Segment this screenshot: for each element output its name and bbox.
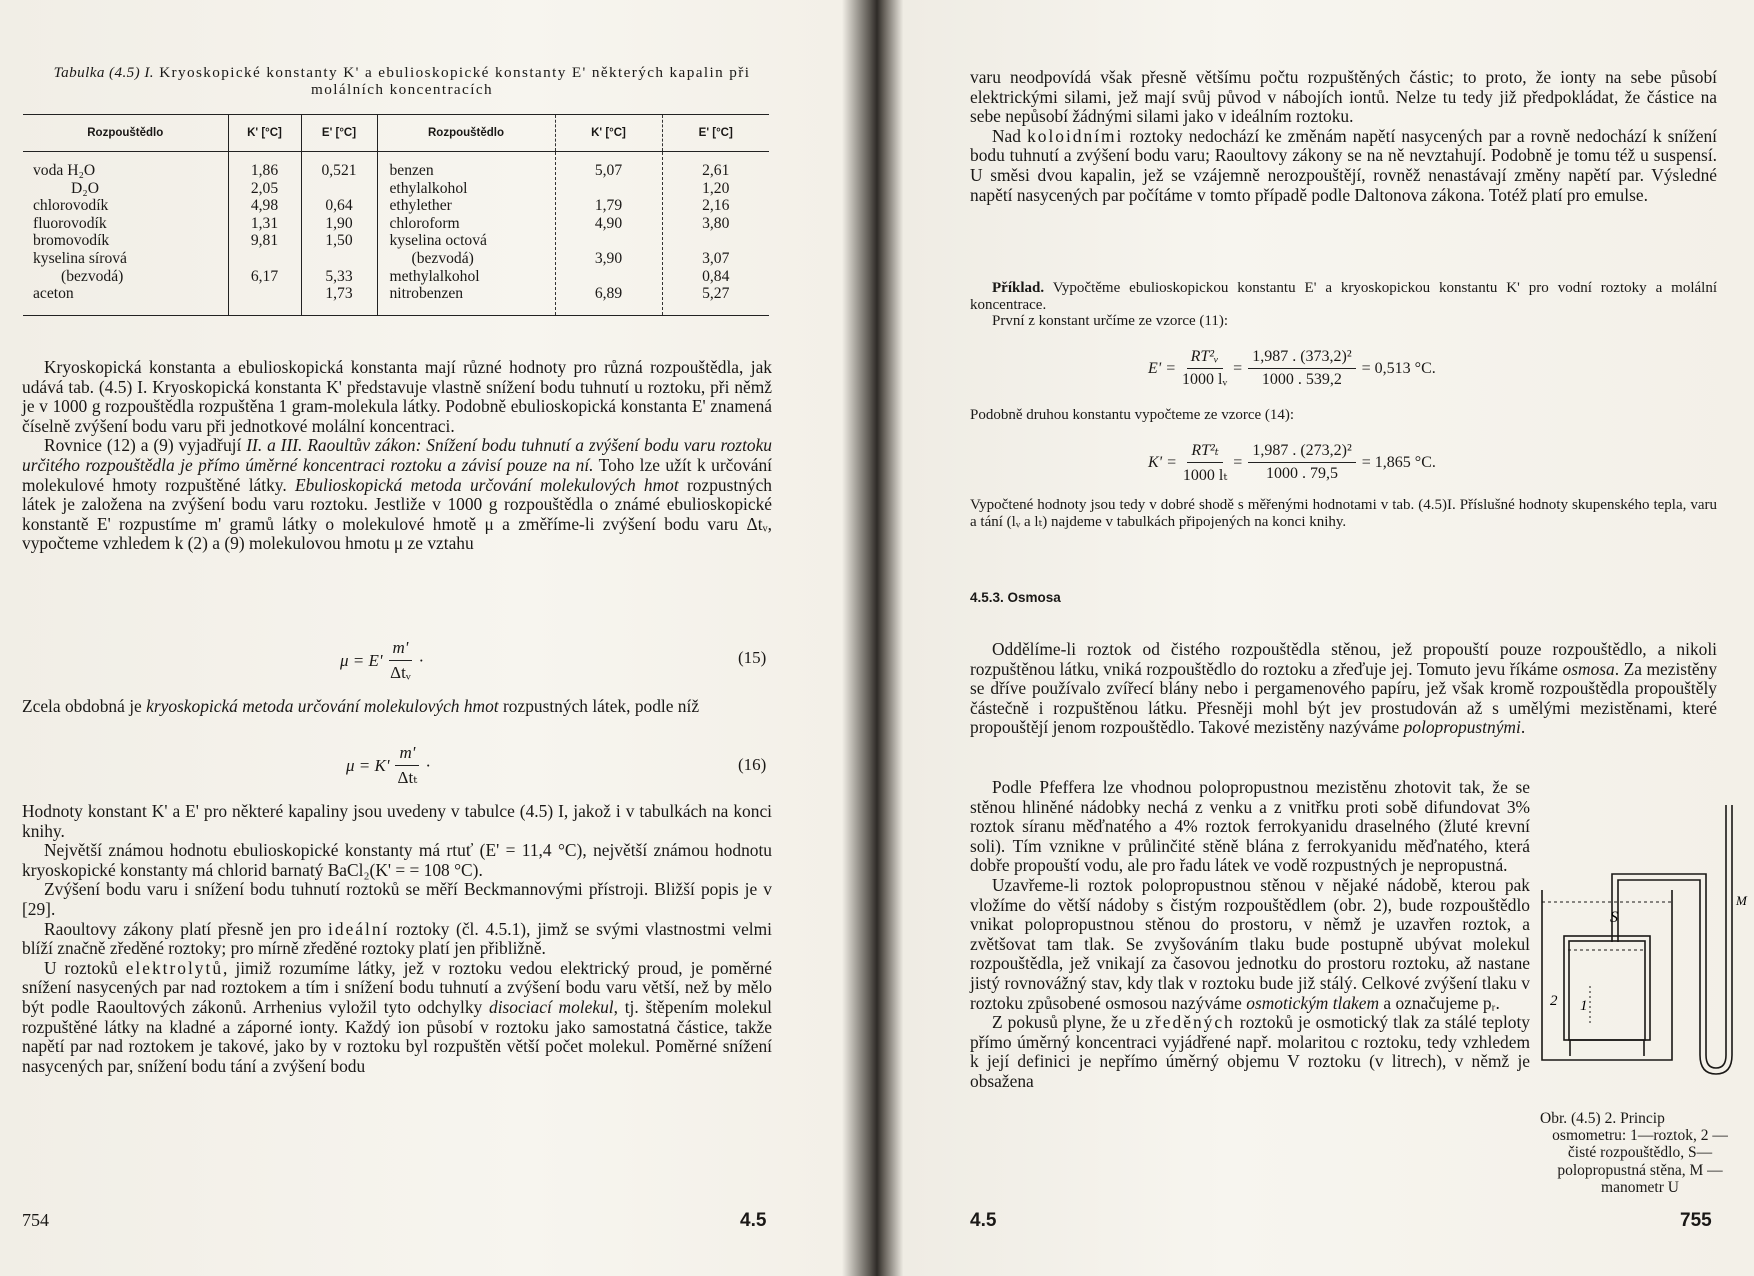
table-cell: 4,98 bbox=[250, 197, 279, 215]
formula-numerator: RT²ᵥ bbox=[1187, 348, 1223, 369]
formula-fraction bbox=[1248, 348, 1355, 389]
paragraph: První z konstant určíme ze vzorce (11): bbox=[992, 313, 1229, 330]
paragraph: Podobně druhou konstantu vypočteme ze vzorce (14): bbox=[970, 407, 1295, 423]
table-header: K' [°C] bbox=[228, 115, 301, 152]
formula-lhs: K' = bbox=[1148, 453, 1177, 471]
table-cell: 1,20 bbox=[702, 179, 730, 197]
equation-lhs: μ = K' bbox=[346, 755, 390, 775]
table-cell: voda H₂O bbox=[33, 162, 96, 179]
table-cell: chloroform bbox=[389, 214, 460, 232]
section-heading: 4.5.3. Osmosa bbox=[970, 590, 1061, 605]
osmometer-figure bbox=[1540, 800, 1747, 1105]
formula-denominator: 1000 . 539,2 bbox=[1261, 371, 1342, 388]
paragraph bbox=[970, 127, 1717, 205]
text-run: Nad bbox=[992, 125, 1028, 146]
table-cell: 2,16 bbox=[702, 197, 730, 215]
table-header: Rozpouštědlo bbox=[23, 115, 228, 152]
equation-numerator: m' bbox=[395, 743, 419, 766]
left-text-block-2 bbox=[22, 697, 772, 717]
table-cell: 5,33 bbox=[325, 267, 353, 285]
table-cell: D₂O bbox=[71, 179, 99, 197]
text-run: Zcela obdobná je bbox=[22, 696, 147, 716]
table-cell bbox=[229, 250, 301, 268]
paragraph bbox=[970, 640, 1717, 738]
formula-denominator: 1000 lₜ bbox=[1182, 467, 1228, 484]
paragraph bbox=[970, 876, 1530, 1013]
text-run: . Za mezistěny se dříve používalo zvířecí blány nebo i pergamenového papíru, jež však kromě rozpouštědla propouštěly částečně i rozpuštěnou látku. Přesněji mohl být jev prostudován až s umělými mezistěnami, které propouštějí jenom rozpouštědlo. Takové mezistěny nazýváme bbox=[970, 658, 1718, 738]
constants-table bbox=[23, 114, 769, 316]
spaced-term: koloidními bbox=[1027, 125, 1124, 146]
text-run: Vypočtěme ebulioskopickou konstantu E' a kryoskopickou konstantu K' pro vodní roztoky a molální koncentrace. bbox=[970, 280, 1717, 313]
text-run: , tj. štěpením molekul rozpuštěné látky na kladné a záporné ionty. Každý ion působí v roztoku jako samostatná částice, takže napětí par nad roztokem je takové, jako by v roztoku byl rozpuštěn větší počet molekul. Poměrné snížení nasycených par, snížení bodu tání a zvýšení bodu bbox=[22, 996, 772, 1076]
table-cell: 2,05 bbox=[250, 179, 279, 197]
right-text-block-1 bbox=[970, 68, 1717, 205]
term-dissociation: disociací molekul bbox=[489, 996, 614, 1017]
paragraph: varu neodpovídá však přesně většímu počtu rozpuštěných částic; to proto, že ionty na sebe působí elektrickými silami, jež mají svůj původ v nábojích iontů. Nelze tu tedy již předpokládat, že částice na sebe nepůsobí žádnými silami jako v ideálním roztoku. bbox=[970, 67, 1717, 127]
page-number: 755 bbox=[1680, 1210, 1712, 1231]
table-cell: (bezvodá) bbox=[61, 267, 124, 285]
example-conclusion bbox=[970, 497, 1717, 530]
text-run: Rovnice (12) a (9) vyjadřují bbox=[44, 435, 247, 456]
table-cell: 4,90 bbox=[594, 214, 623, 232]
table-cell: methylalkohol bbox=[389, 267, 480, 285]
table-cell bbox=[229, 285, 301, 303]
table-cell bbox=[302, 180, 377, 198]
equation-15-number: (15) bbox=[738, 648, 767, 667]
table-caption-text: Kryoskopické konstanty K' a ebulioskopické konstanty E' některých kapalin při molálních koncentracích bbox=[159, 64, 751, 98]
text-run: Toho lze užít k určování molekulové hmoty rozpuštěné látky. bbox=[22, 454, 772, 495]
equation-denominator: Δtᵥ bbox=[390, 663, 411, 682]
figure-label: S bbox=[1610, 909, 1618, 926]
paragraph bbox=[970, 1013, 1530, 1091]
figure-label: 1 bbox=[1580, 998, 1588, 1014]
figure-caption-line: Obr. (4.5) 2. Princip bbox=[1540, 1110, 1665, 1127]
paragraph bbox=[970, 280, 1717, 313]
text-run: a označujeme pᵣ. bbox=[1379, 992, 1500, 1013]
table-cell: 9,81 bbox=[250, 232, 279, 250]
table-col-k-right bbox=[555, 152, 662, 316]
raoult-law-statement: II. a III. Raoultův zákon: Snížení bodu tuhnutí a zvýšení bodu varu roztoku určitého rozpouštědla je přímo úměrné koncentraci roztoku a závisí pouze na ní. bbox=[22, 435, 773, 475]
figure-caption-text: osmometru: 1—roztok, 2 — čisté rozpouštědlo, S—polopropustná stěna, M — manometr U bbox=[1552, 1127, 1728, 1196]
table-col-e-right bbox=[662, 152, 769, 316]
section-marker: 4.5 bbox=[970, 1210, 997, 1231]
table-header: E' [°C] bbox=[301, 115, 377, 152]
spaced-term: elektrolytů bbox=[125, 957, 224, 978]
table-cell: kyselina octová bbox=[389, 232, 487, 250]
text-run: U roztoků bbox=[44, 957, 126, 978]
paragraph: Podle Pfeffera lze vhodnou polopropustnou mezistěnu zhotovit tak, že se stěnou hliněné nádobky nechá z venku a z vnitřku proti sobě difundovat 3% roztok síranu měďnatého a 4% roztok ferrokyanidu draselného (žluté krevní soli). Tím vznikne v průlinčité stěně blána z ferrokyanidu měďnatého, která dobře propouští vodu, ale pro řadu látek ve vodě rozpustných je nepropustná. bbox=[970, 777, 1530, 876]
text-run: rozpustných látek, podle níž bbox=[498, 696, 700, 716]
text-run: Raoultovy zákony platí přesně jen pro bbox=[44, 918, 329, 939]
table-cell: 0,64 bbox=[325, 197, 353, 215]
example-block bbox=[970, 280, 1717, 330]
text-run: roztoky nedochází ke změnám napětí nasycených par a rovně nedochází k snížení bodu tuhnutí a zvýšení bodu varu; Raoultovy zákony se na ně nevztahují. Podobně je tomu též u suspensí. U směsi dvou kapalin, jež se vzájemně nerozpouštějí, rovněž nenastávají změny napětí par. Výsledné napětí nasycených par počítáme v tomto případě podle Daltonova zákona. Totéž platí pro emulse. bbox=[970, 125, 1717, 205]
term-semipermeable: polopropustnými bbox=[1403, 717, 1521, 738]
example-label: Příklad. bbox=[992, 280, 1045, 296]
text-run: roztoky (čl. 4.5.1), jimž se svými vlastnostmi velmi blíží značně zředěné roztoky; pro mírně zředěné roztoky platí jen přibližně. bbox=[22, 918, 772, 959]
text-run: Z pokusů plyne, že u bbox=[992, 1012, 1146, 1033]
text-run: rozpustných látek je založena na zvýšení bodu varu roztoku. Jestliže v 1000 g rozpouštědla o známé ebulioskopické konstantě E' rozpustíme m' gramů látky o molekulové hmotě μ a změříme-li zvýšení bodu varu Δtᵥ, vypočteme vzhledem k (2) a (9) molekulovou hmotu μ ze vztahu bbox=[22, 474, 772, 554]
table-cell: 6,17 bbox=[250, 267, 279, 285]
table-cell bbox=[556, 232, 662, 250]
equation-fraction bbox=[389, 638, 413, 683]
equation-16-number: (16) bbox=[738, 755, 767, 774]
table-caption bbox=[22, 64, 782, 98]
outer-vessel bbox=[1542, 890, 1672, 1060]
table-cell: 3,07 bbox=[702, 249, 730, 267]
table-cell bbox=[302, 250, 377, 268]
equation-15: μ = E' $\frac{m'}{\text{Δtᵥ}}$ · bbox=[340, 638, 425, 682]
formula-denominator: 1000 . 79,5 bbox=[1266, 465, 1339, 482]
table-body-row bbox=[23, 152, 769, 316]
formula-numerator: 1,987 . (373,2)² bbox=[1248, 348, 1355, 369]
table-cell: 1,50 bbox=[325, 232, 353, 250]
formula-e: E' = $\frac{\text{RT²ᵥ}}{\text{1000 lᵥ}}$ = $\frac{\text{1,987 . (373,2)²}}{1000 . 539,2}$ = 0,513 °C. bbox=[1148, 348, 1436, 388]
table-cell: aceton bbox=[33, 285, 74, 303]
table-cell: 3,90 bbox=[594, 249, 623, 267]
table-cell bbox=[556, 268, 662, 286]
equation-16: μ = K' $\frac{m'}{\text{Δtₜ}}$ · bbox=[346, 743, 432, 787]
formula-numerator: 1,987 . (273,2)² bbox=[1248, 442, 1355, 463]
paragraph bbox=[22, 436, 772, 554]
formula-fraction bbox=[1183, 440, 1227, 485]
table-cell: 1,31 bbox=[250, 214, 279, 232]
table-cell: benzen bbox=[389, 162, 434, 179]
table-cell: 5,07 bbox=[594, 162, 623, 179]
table-cell: nitrobenzen bbox=[389, 285, 464, 303]
table-col-e-left bbox=[301, 152, 377, 316]
table-header: Rozpouštědlo bbox=[377, 115, 555, 152]
text-run: , jimiž rozumíme látky, jež v roztoku vedou elektrický proud, je poměrné snížení nasycených par nad roztokem a tím i snížení bodu tuhnutí a zvýšení bodu varu větší, než by mělo být podle Raoultových zákonů. Arrhenius vyložil tyto odchylky bbox=[22, 957, 772, 1017]
table-cell: ethylalkohol bbox=[389, 179, 468, 197]
left-text-block-3 bbox=[22, 802, 772, 1076]
text-run: Oddělíme-li roztok od čistého rozpouštědla stěnou, jež propouští pouze rozpouštědlo, a nikoli rozpuštěnou látku, vniká rozpouštědlo do roztoku a zřeďuje jej. Tomuto jevu říkáme bbox=[970, 639, 1717, 679]
figure-caption bbox=[1540, 1110, 1740, 1196]
table-cell: 0,84 bbox=[702, 267, 730, 285]
osmosis-body bbox=[970, 778, 1530, 1092]
term-osmosis: osmosa bbox=[1562, 658, 1615, 679]
table-cell: 5,27 bbox=[702, 285, 730, 303]
table-cell: 1,73 bbox=[325, 285, 353, 303]
equation-lhs: μ = E' bbox=[340, 650, 383, 670]
table-cell: 6,89 bbox=[594, 285, 623, 303]
paragraph bbox=[22, 697, 772, 717]
table-cell: fluorovodík bbox=[33, 214, 107, 232]
left-text-block-1 bbox=[22, 358, 772, 554]
formula-numerator: RT²ₜ bbox=[1187, 440, 1222, 463]
formula-result: = 0,513 °C. bbox=[1361, 359, 1436, 377]
table-cell: 3,80 bbox=[702, 214, 730, 232]
paragraph bbox=[22, 959, 772, 1077]
paragraph: Zvýšení bodu varu i snížení bodu tuhnutí roztoků se měří Beckmannovými přístroji. Bližší popis je v [29]. bbox=[22, 879, 772, 919]
equation-fraction bbox=[395, 743, 419, 788]
term-ebulioscopic-method: Ebulioskopická metoda určování molekulových hmot bbox=[294, 474, 679, 495]
paragraph: Hodnoty konstant K' a E' pro některé kapaliny jsou uvedeny v tabulce (4.5) I, jakož i v tabulkách na konci knihy. bbox=[22, 801, 772, 841]
table-cell: 1,90 bbox=[325, 214, 353, 232]
table-cell: chlorovodík bbox=[33, 197, 109, 215]
formula-lhs: E' = bbox=[1148, 359, 1176, 377]
formula-result: = 1,865 °C. bbox=[1361, 453, 1436, 471]
paragraph: Největší známou hodnotu ebulioskopické konstanty má rtuť (E' = 11,4 °C), největší známou hodnotu kryoskopické konstanty má chlorid barnatý BaCl₂(K' = = 108 °C). bbox=[22, 840, 772, 880]
table-cell: (bezvodá) bbox=[411, 249, 474, 267]
text-run: . bbox=[1520, 717, 1526, 738]
table-cell: 2,61 bbox=[702, 162, 730, 179]
table-header: K' [°C] bbox=[555, 115, 662, 152]
figure-label: M bbox=[1736, 893, 1747, 908]
table-header: E' [°C] bbox=[662, 115, 769, 152]
formula-denominator: 1000 lᵥ bbox=[1182, 371, 1228, 388]
left-page bbox=[0, 0, 870, 1276]
equation-numerator: m' bbox=[389, 638, 413, 661]
formula-fraction bbox=[1248, 442, 1355, 483]
section-marker: 4.5 bbox=[740, 1210, 767, 1231]
table-cell: kyselina sírová bbox=[33, 249, 127, 267]
figure-label: 2 bbox=[1550, 993, 1558, 1009]
table-header-row bbox=[23, 115, 769, 152]
paragraph: Kryoskopická konstanta a ebulioskopická konstanta mají různé hodnoty pro různá rozpouštědla, jak udává tab. (4.5) I. Kryoskopická konstanta K' představuje vlastně snížení bodu tuhnutí u roztoku, při němž je v 1000 g rozpouštědla rozpuštěna 1 gram-molekula látky. Podobně ebulioskopická konstanta E' znamená číselně zvýšení bodu varu při jednotkové molální koncentraci. bbox=[22, 357, 772, 436]
table-col-solvent-left bbox=[23, 152, 228, 316]
table-cell: 1,79 bbox=[594, 197, 623, 215]
spaced-term: ideální bbox=[328, 918, 390, 939]
spaced-term: zředěných bbox=[1145, 1012, 1235, 1033]
inner-vessel bbox=[1564, 936, 1650, 1056]
table-caption-label: Tabulka (4.5) I. bbox=[53, 64, 154, 81]
formula-fraction bbox=[1182, 348, 1227, 389]
equation-denominator: Δtₜ bbox=[397, 768, 418, 787]
paragraph bbox=[22, 920, 772, 959]
table-cell: ethylether bbox=[389, 197, 452, 215]
table-cell: bromovodík bbox=[33, 232, 110, 250]
text-run: Uzavřeme-li roztok polopropustnou stěnou v nějaké nádobě, kterou pak vložíme do větší nádoby s čistým rozpouštědlem (obr. 2), bude rozpouštědlo vnikat polopropustnou stěnou do prostoru, v němž je uzavřen roztok, a zvětšovat tam tlak. Se zvyšováním tlaku bude postupně ubývat molekul rozpouštědla, jež vnikají za časovou jednotku do prostoru roztoku, až nastane jistý rovnovážný stav, kdy tlak v roztoku bude již stálý. Celkové zvýšení tlaku v roztoku způsobené osmosou nazýváme bbox=[970, 874, 1530, 1013]
formula-k: K' = $\frac{\text{RT²ₜ}}{\text{1000 lₜ}}$ = $\frac{\text{1,987 . (273,2)²}}{1000 . 79,5}$ = 1,865 °C. bbox=[1148, 442, 1436, 484]
page-number: 754 bbox=[22, 1210, 49, 1230]
table-col-solvent-right bbox=[377, 152, 555, 316]
table-cell bbox=[663, 232, 770, 250]
table-cell: 1,86 bbox=[250, 162, 279, 179]
table-col-k-left bbox=[228, 152, 301, 316]
term-osmotic-pressure: osmotickým tlakem bbox=[1246, 992, 1380, 1013]
text-run: roztoků je osmotický tlak za stálé teploty přímo úměrný koncentraci vyjádřené např. molaritou c roztoku, tedy vzhledem k její definici je nepřímo úměrný objemu V roztoku (v litrech), v němž je obsažena bbox=[970, 1012, 1530, 1091]
table-cell: 0,521 bbox=[321, 162, 357, 179]
paragraph: Vypočtené hodnoty jsou tedy v dobré shodě s měřenými hodnotami v tab. (4.5)I. Příslušné hodnoty skupenského tepla, varu a tání (lᵥ a lₜ) najdeme v tabulkách připojených na konci knihy. bbox=[970, 497, 1717, 530]
example-line-3 bbox=[970, 407, 1717, 424]
osmosis-intro bbox=[970, 640, 1717, 738]
term-cryoscopic-method: kryoskopická metoda určování molekulových hmot bbox=[146, 696, 499, 716]
table-cell bbox=[556, 180, 662, 198]
